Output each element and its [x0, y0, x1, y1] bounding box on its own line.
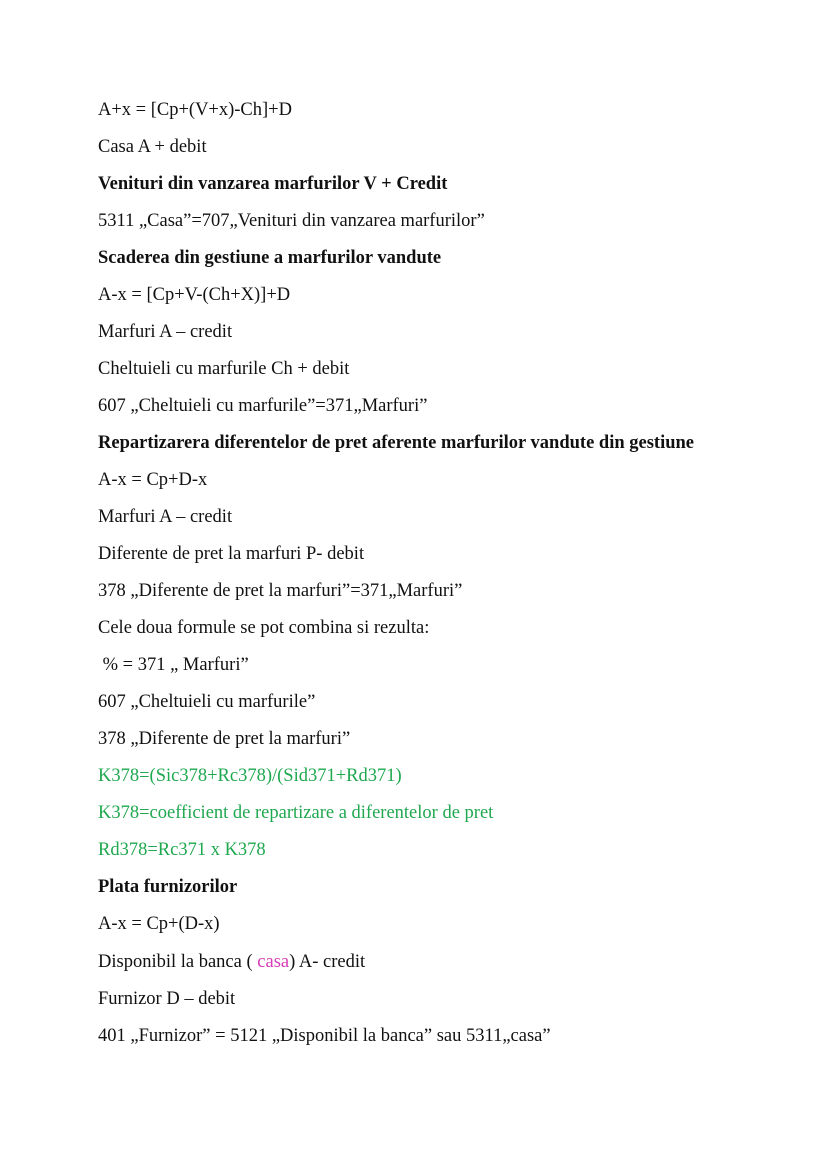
highlighted-word: casa — [257, 952, 290, 972]
coefficient-formula: K378=(Sic378+Rc378)/(Sid371+Rd371) — [98, 766, 402, 786]
text-segment: Disponibil la banca ( — [98, 952, 258, 972]
coefficient-definition: K378=coefficient de repartizare a diferentelor de pret — [98, 803, 494, 823]
accounting-entry: 378 „Diferente de pret la marfuri” — [98, 729, 351, 749]
accounting-entry: 401 „Furnizor” = 5121 „Disponibil la banca” sau 5311„casa” — [98, 1026, 551, 1046]
text-line: Furnizor D – debit — [98, 989, 236, 1009]
accounting-entry: 378 „Diferente de pret la marfuri”=371„Marfuri” — [98, 581, 463, 601]
text-line — [98, 951, 365, 973]
accounting-entry: 5311 „Casa”=707„Venituri din vanzarea marfurilor” — [98, 211, 485, 231]
formula-line: A-x = Cp+(D-x) — [98, 914, 220, 934]
text-segment: ) A- credit — [289, 952, 366, 972]
text-line: Marfuri A – credit — [98, 507, 233, 527]
text-line: Casa A + debit — [98, 137, 207, 157]
text-line: Diferente de pret la marfuri P- debit — [98, 544, 365, 564]
accounting-entry: 607 „Cheltuieli cu marfurile” — [98, 692, 316, 712]
formula-line: A+x = [Cp+(V+x)-Ch]+D — [98, 100, 292, 120]
accounting-entry: 607 „Cheltuieli cu marfurile”=371„Marfuri” — [98, 396, 428, 416]
text-line: Cele doua formule se pot combina si rezulta: — [98, 618, 430, 638]
section-heading: Plata furnizorilor — [98, 877, 238, 897]
section-heading: Scaderea din gestiune a marfurilor vandute — [98, 248, 442, 268]
section-heading: Venituri din vanzarea marfurilor V + Credit — [98, 174, 448, 194]
formula-line: A-x = Cp+D-x — [98, 470, 208, 490]
text-line: Marfuri A – credit — [98, 322, 233, 342]
text-line: Cheltuieli cu marfurile Ch + debit — [98, 359, 350, 379]
section-heading: Repartizarera diferentelor de pret aferente marfurilor vandute din gestiune — [98, 433, 695, 453]
coefficient-formula: Rd378=Rc371 x K378 — [98, 840, 266, 860]
accounting-entry: % = 371 „ Marfuri” — [98, 655, 249, 675]
formula-line: A-x = [Cp+V-(Ch+X)]+D — [98, 285, 291, 305]
